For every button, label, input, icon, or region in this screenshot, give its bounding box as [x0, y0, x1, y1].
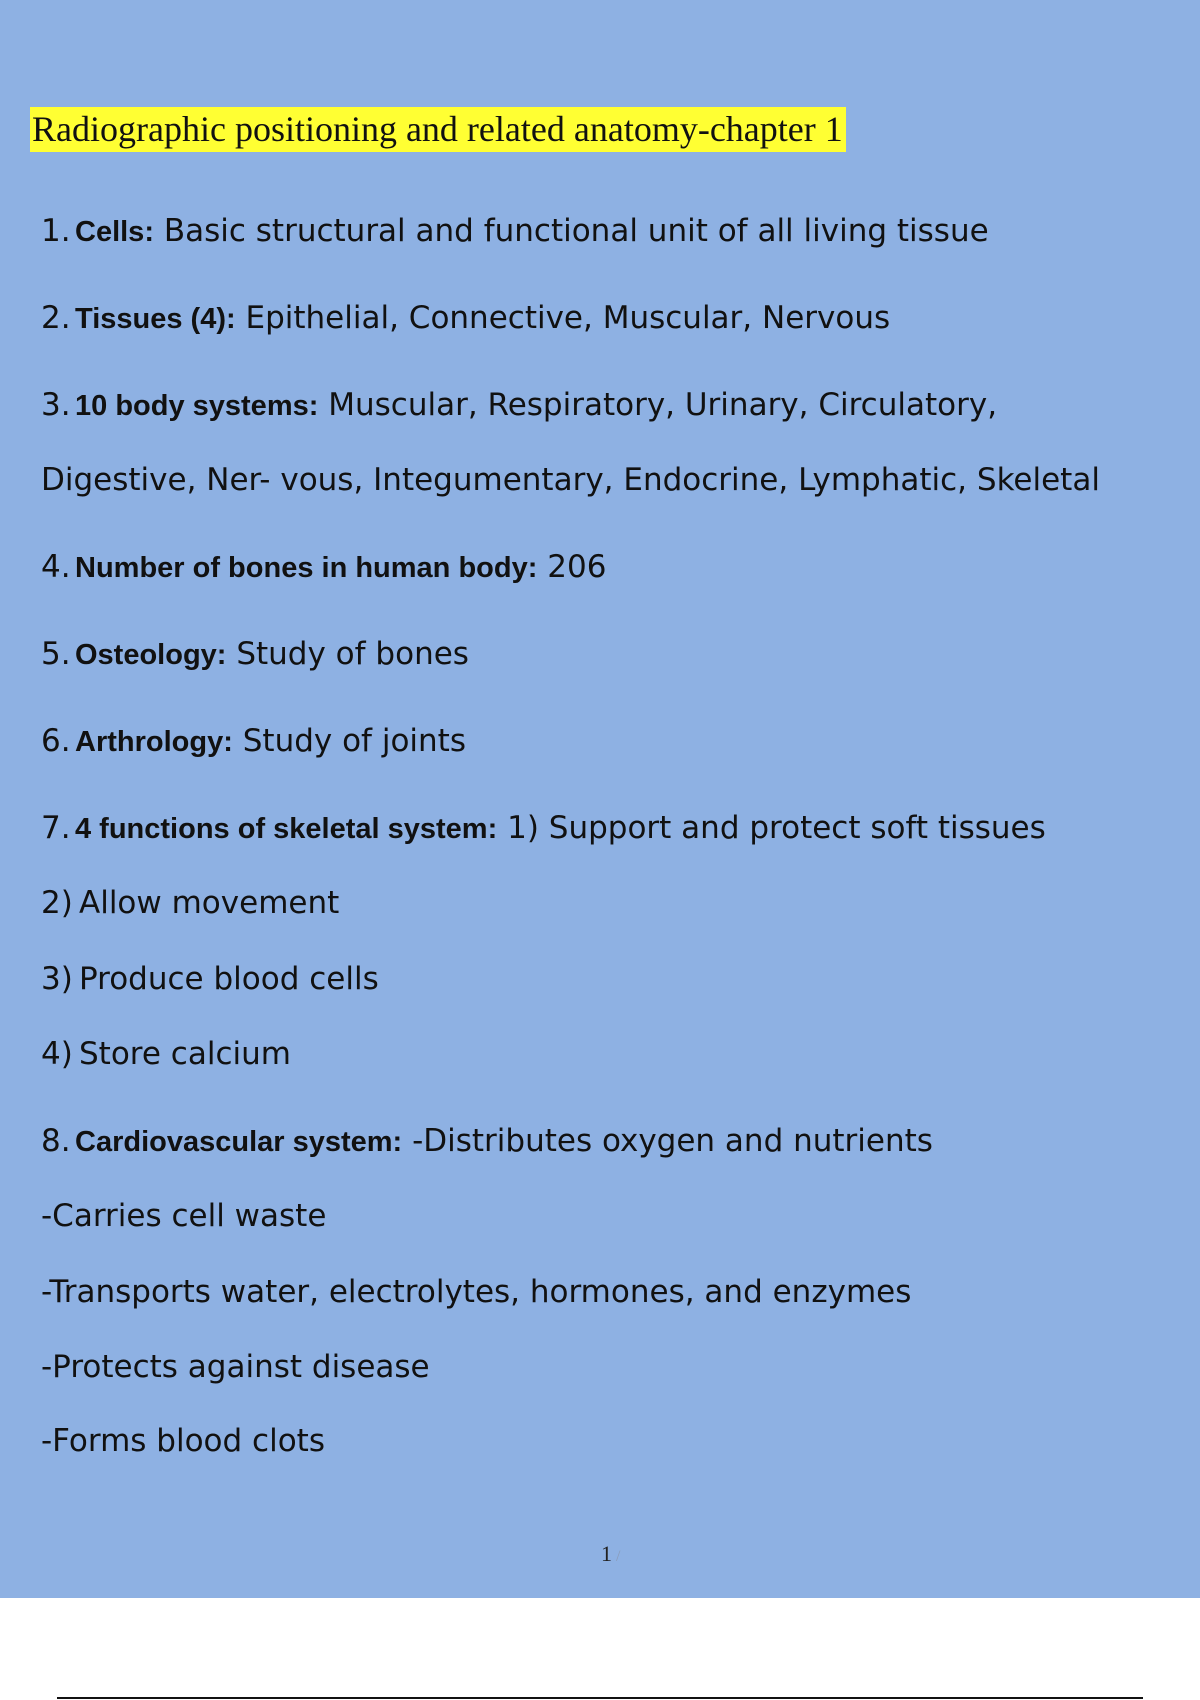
item-term: Arthrology:: [75, 726, 233, 758]
subitem-text: Store calcium: [79, 1036, 291, 1072]
item-term: Osteology:: [75, 639, 227, 671]
item-term: Number of bones in human body:: [75, 552, 538, 584]
page-number-value: 1: [601, 1541, 612, 1566]
item-number: 4.: [41, 549, 71, 585]
document-title: [30, 108, 846, 151]
list-item-osteology: [41, 636, 469, 673]
item-number: 1.: [41, 213, 71, 249]
cardiovascular-point-cell-waste: -Carries cell waste: [41, 1198, 327, 1234]
item-text: Study of joints: [242, 723, 466, 759]
item-term: Cells:: [75, 216, 154, 248]
cardiovascular-point-disease: -Protects against disease: [41, 1349, 430, 1385]
subitem-number: 4): [41, 1036, 73, 1072]
item-number: 6.: [41, 723, 71, 759]
list-item-body-systems-continuation: Digestive, Ner- vous, Integumentary, Endocrine, Lymphatic, Skeletal: [41, 462, 1100, 498]
list-item-arthrology: [41, 723, 466, 760]
subitem-number: 2): [41, 885, 73, 921]
horizontal-rule: [57, 1697, 1143, 1699]
list-item-skeletal-functions: [41, 810, 1046, 847]
list-item-body-systems: [41, 387, 997, 424]
item-text: Muscular, Respiratory, Urinary, Circulatory,: [328, 387, 998, 423]
subitem-text: Allow movement: [79, 885, 340, 921]
item-term: 10 body systems:: [75, 390, 319, 422]
skeletal-function-3: [41, 961, 379, 998]
item-text: 1) Support and protect soft tissues: [507, 810, 1046, 846]
list-item-cardiovascular: [41, 1123, 933, 1160]
item-number: 2.: [41, 300, 71, 336]
subitem-text: Produce blood cells: [79, 961, 379, 997]
item-term: 4 functions of skeletal system:: [75, 813, 498, 845]
list-item-cells: [41, 213, 989, 250]
item-text: Epithelial, Connective, Muscular, Nervous: [245, 300, 891, 336]
list-item-tissues: [41, 300, 890, 337]
item-number: 8.: [41, 1123, 71, 1159]
item-number: 7.: [41, 810, 71, 846]
skeletal-function-2: [41, 885, 339, 922]
item-text: Study of bones: [236, 636, 469, 672]
list-item-number-of-bones: [41, 549, 606, 586]
item-number: 3.: [41, 387, 71, 423]
cardiovascular-point-transport: -Transports water, electrolytes, hormones, and enzymes: [41, 1274, 912, 1310]
item-term: Tissues (4):: [75, 303, 236, 335]
page-number-mark: /: [616, 1548, 621, 1565]
page-number: [601, 1541, 620, 1567]
subitem-number: 3): [41, 961, 73, 997]
item-number: 5.: [41, 636, 71, 672]
item-text: -Distributes oxygen and nutrients: [412, 1123, 933, 1159]
item-text: Basic structural and functional unit of all living tissue: [163, 213, 989, 249]
skeletal-function-4: [41, 1036, 291, 1073]
item-term: Cardiovascular system:: [75, 1126, 403, 1158]
item-text: 206: [547, 549, 607, 585]
title-highlight: Radiographic positioning and related anatomy-chapter 1: [30, 107, 846, 152]
cardiovascular-point-clots: -Forms blood clots: [41, 1423, 325, 1459]
